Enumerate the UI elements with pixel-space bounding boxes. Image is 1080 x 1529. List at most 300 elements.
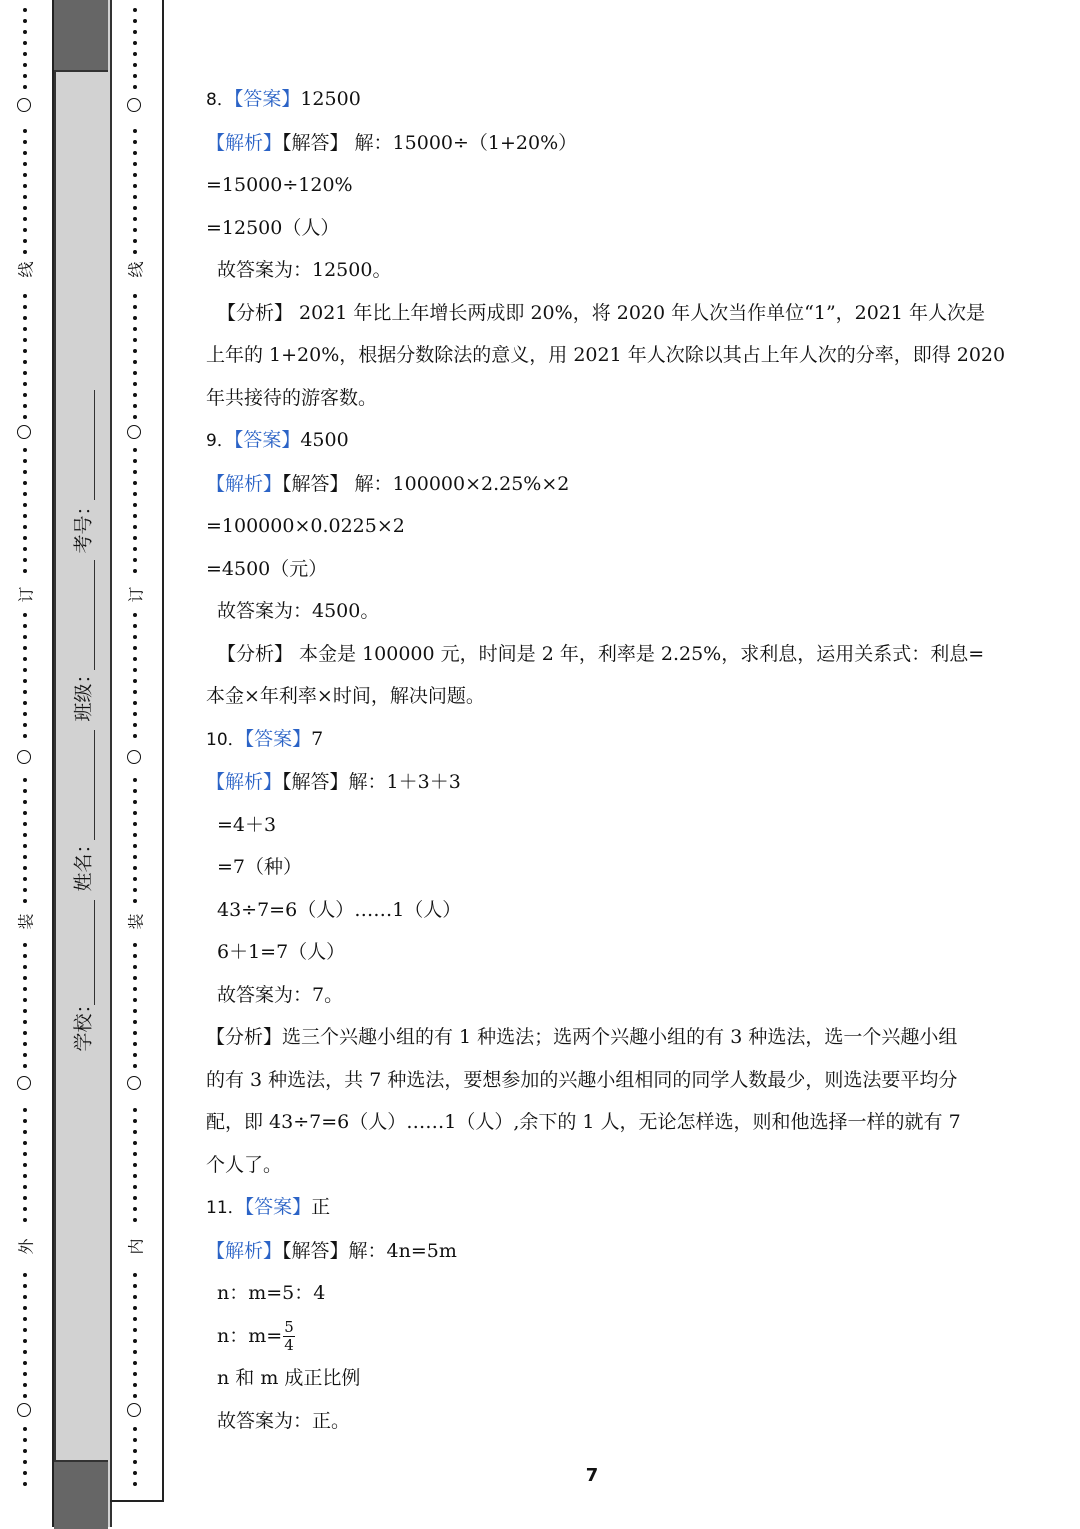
dot-separator [133, 1427, 137, 1431]
solution-line [206, 164, 986, 207]
solution-line [206, 889, 986, 932]
school-label: 学校： [72, 994, 95, 1052]
dot-separator [133, 1020, 137, 1024]
dot-separator [23, 217, 27, 221]
dot-separator [133, 877, 137, 881]
dot-separator [133, 140, 137, 144]
dot-separator [23, 1361, 27, 1365]
answer-line [206, 419, 986, 463]
question-block [206, 1186, 986, 1442]
dot-separator [23, 877, 27, 881]
dot-separator [23, 1108, 27, 1112]
dot-separator [133, 657, 137, 661]
dot-separator [133, 701, 137, 705]
dot-separator [133, 1196, 137, 1200]
inner-dotted-line [110, 0, 162, 1527]
dot-separator [133, 525, 137, 529]
dot-separator [133, 1460, 137, 1464]
dot-separator [133, 1339, 137, 1343]
dot-separator [133, 1185, 137, 1189]
line-text: 年共接待的游客数。 [206, 386, 378, 409]
dot-separator [133, 162, 137, 166]
inner-mark: 装 [126, 913, 146, 930]
outer-mark: 装 [16, 913, 36, 930]
answer-tag: 【答案】 [233, 88, 301, 110]
dot-separator [23, 943, 27, 947]
solution-line [206, 249, 986, 292]
dot-separator [133, 404, 137, 408]
dot-separator [23, 371, 27, 375]
dot-separator [23, 503, 27, 507]
binding-margin [0, 0, 166, 1527]
line-text: 【解答】解：4n=5m [282, 1239, 457, 1262]
dot-separator [133, 316, 137, 320]
dot-separator [23, 1339, 27, 1343]
dot-separator [133, 41, 137, 45]
dot-separator [23, 855, 27, 859]
solution-line [206, 761, 986, 804]
dot-separator [133, 1372, 137, 1376]
dot-separator [23, 668, 27, 672]
answer-line [206, 1186, 986, 1230]
dot-separator [133, 1361, 137, 1365]
dot-separator [133, 294, 137, 298]
solution-line [206, 1230, 986, 1273]
dot-separator [133, 855, 137, 859]
dot-separator [133, 1218, 137, 1222]
solution-line [206, 590, 986, 633]
dot-separator [23, 1185, 27, 1189]
dot-separator [133, 1306, 137, 1310]
dot-separator [133, 19, 137, 23]
dot-separator [23, 305, 27, 309]
dot-separator [133, 866, 137, 870]
solution-line [206, 377, 986, 420]
line-text: 【分析】选三个兴趣小组的有 1 种选法；选两个兴趣小组的有 3 种选法，选一个兴趣小组 [206, 1026, 958, 1048]
dot-separator [133, 646, 137, 650]
dot-separator [23, 129, 27, 133]
dot-separator [133, 63, 137, 67]
dot-separator [133, 1064, 137, 1068]
solution-line [206, 675, 986, 718]
binding-circle-icon [127, 98, 141, 112]
dot-separator [133, 8, 137, 12]
line-text: n：m=5：4 [217, 1282, 326, 1304]
dot-separator [23, 1163, 27, 1167]
dot-separator [23, 701, 27, 705]
dot-separator [23, 1273, 27, 1277]
dot-separator [133, 459, 137, 463]
dot-separator [133, 734, 137, 738]
solution-line [206, 1144, 986, 1187]
dot-separator [133, 547, 137, 551]
dot-separator [23, 151, 27, 155]
dot-separator [23, 228, 27, 232]
dot-separator [23, 1449, 27, 1453]
dot-separator [23, 1350, 27, 1354]
dot-separator [23, 1306, 27, 1310]
answer-value: 7 [311, 727, 324, 750]
dot-separator [133, 503, 137, 507]
dot-separator [23, 1427, 27, 1431]
dot-separator [133, 987, 137, 991]
dot-separator [23, 569, 27, 573]
dot-separator [23, 173, 27, 177]
dot-separator [133, 822, 137, 826]
dot-separator [23, 866, 27, 870]
page-number: 7 [585, 1465, 599, 1486]
answer-tag: 【答案】 [233, 429, 301, 451]
line-text: =7（种） [217, 856, 303, 878]
dot-separator [133, 481, 137, 485]
line-text: =15000÷120% [206, 174, 353, 196]
answer-value: 4500 [300, 429, 349, 451]
dot-separator [23, 1053, 27, 1057]
dot-separator [23, 30, 27, 34]
dot-separator [133, 1152, 137, 1156]
dot-separator [23, 1042, 27, 1046]
dot-separator [133, 800, 137, 804]
line-text: =12500（人） [206, 216, 340, 239]
dot-separator [23, 206, 27, 210]
dot-separator [23, 1141, 27, 1145]
line-text: 【解答】解：1＋3＋3 [282, 771, 461, 793]
dot-separator [23, 8, 27, 12]
dot-separator [133, 954, 137, 958]
dot-separator [23, 41, 27, 45]
dot-separator [23, 1064, 27, 1068]
dot-separator [133, 613, 137, 617]
dot-separator [23, 514, 27, 518]
question-number: 8． [206, 90, 234, 110]
dot-separator [23, 404, 27, 408]
question-number: 10． [206, 729, 245, 750]
dot-separator [23, 1460, 27, 1464]
dot-separator [23, 1196, 27, 1200]
dot-separator [133, 888, 137, 892]
inner-mark: 内 [126, 1238, 146, 1255]
dot-separator [23, 85, 27, 89]
answer-content [206, 78, 1006, 1442]
strip-bottom-block [54, 1460, 108, 1529]
answer-value: 正 [311, 1196, 331, 1218]
outer-binding-strip [0, 0, 54, 1527]
dot-separator [23, 1438, 27, 1442]
dot-separator [23, 635, 27, 639]
line-text: 故答案为：正。 [217, 1409, 351, 1432]
dot-separator [133, 1009, 137, 1013]
solution-line [206, 1101, 986, 1144]
dot-separator [23, 74, 27, 78]
dot-separator [133, 624, 137, 628]
student-info-fields [54, 380, 108, 1060]
dot-separator [133, 976, 137, 980]
binding-circle-icon [127, 1403, 141, 1417]
dot-separator [133, 74, 137, 78]
solution-line [206, 846, 986, 889]
dot-separator [133, 349, 137, 353]
fraction-numerator: 5 [284, 1318, 294, 1336]
dot-separator [133, 151, 137, 155]
dot-separator [133, 228, 137, 232]
line-text: 43÷7=6（人）……1（人） [217, 898, 462, 921]
answer-tag: 【答案】 [244, 1196, 312, 1218]
dot-separator [23, 239, 27, 243]
exam-number-label: 考号： [72, 496, 95, 554]
dot-separator [133, 1317, 137, 1321]
solution-line [206, 505, 986, 548]
dot-separator [23, 162, 27, 166]
dot-separator [23, 1152, 27, 1156]
solution-line [206, 633, 986, 676]
analysis-tag: 【解析】 [206, 472, 283, 495]
dot-separator [133, 30, 137, 34]
dot-separator [133, 668, 137, 672]
fill-in-underline [94, 900, 95, 1005]
dot-separator [133, 371, 137, 375]
dot-separator [133, 778, 137, 782]
line-text: 上年的 1+20%，根据分数除法的意义，用 2021 年人次除以其占上年人次的分率，即得 2020 [206, 344, 1006, 366]
dot-separator [133, 712, 137, 716]
solution-line [206, 122, 986, 165]
dot-separator [23, 624, 27, 628]
dot-separator [133, 360, 137, 364]
dot-separator [133, 85, 137, 89]
dot-separator [23, 965, 27, 969]
dot-separator [133, 1031, 137, 1035]
binding-circle-icon [127, 750, 141, 764]
dot-separator [23, 1295, 27, 1299]
dot-separator [133, 382, 137, 386]
dot-separator [23, 657, 27, 661]
question-number: 9． [206, 431, 234, 451]
dot-separator [133, 1284, 137, 1288]
dot-separator [23, 1471, 27, 1475]
solution-line [206, 548, 986, 591]
dot-separator [133, 393, 137, 397]
answer-value: 12500 [300, 88, 361, 110]
question-block [206, 718, 986, 1187]
dot-separator [23, 536, 27, 540]
answer-tag: 【答案】 [244, 727, 312, 750]
dot-separator [133, 943, 137, 947]
dot-separator [133, 470, 137, 474]
dot-separator [133, 239, 137, 243]
dot-separator [23, 1020, 27, 1024]
dot-separator [23, 382, 27, 386]
dot-separator [23, 987, 27, 991]
inner-mark: 线 [126, 261, 146, 278]
fill-in-underline [94, 390, 95, 500]
line-text: 配，即 43÷7=6（人）……1（人）,余下的 1 人，无论怎样选，则和他选择一样的就有 7 [206, 1111, 961, 1133]
dot-separator [23, 811, 27, 815]
name-label: 姓名： [72, 834, 95, 892]
dot-separator [23, 393, 27, 397]
class-label: 班级： [72, 664, 95, 722]
dot-separator [23, 723, 27, 727]
binding-circle-icon [127, 1076, 141, 1090]
solution-line [206, 931, 986, 974]
analysis-tag: 【解析】 [206, 1239, 283, 1262]
dot-separator [23, 1119, 27, 1123]
binding-circle-icon [17, 1076, 31, 1090]
ratio-prefix: n：m= [217, 1324, 283, 1347]
dot-separator [23, 789, 27, 793]
dot-separator [23, 1317, 27, 1321]
dot-separator [133, 1449, 137, 1453]
solution-line [206, 1400, 986, 1443]
dot-separator [23, 294, 27, 298]
dot-separator [133, 998, 137, 1002]
dot-separator [133, 1042, 137, 1046]
dot-separator [133, 965, 137, 969]
line-text: 故答案为：7。 [217, 983, 344, 1006]
solution-line [206, 1059, 986, 1102]
dot-separator [23, 1218, 27, 1222]
dot-separator [23, 140, 27, 144]
fill-in-underline [94, 730, 95, 840]
line-text: 6＋1=7（人） [217, 941, 346, 963]
dot-separator [23, 360, 27, 364]
dot-separator [23, 1284, 27, 1288]
dot-separator [23, 448, 27, 452]
dot-separator [23, 415, 27, 419]
dot-separator [23, 316, 27, 320]
line-text: 的有 3 种选法，共 7 种选法，要想参加的兴趣小组相同的同学人数最少，则选法要平均分 [206, 1068, 958, 1091]
binding-circle-icon [17, 750, 31, 764]
dot-separator [133, 558, 137, 562]
dot-separator [133, 536, 137, 540]
solution-line [206, 1357, 986, 1400]
binding-circle-icon [17, 98, 31, 112]
dot-separator [23, 833, 27, 837]
dot-separator [23, 63, 27, 67]
dot-separator [133, 1482, 137, 1486]
binding-circle-icon [17, 425, 31, 439]
dot-separator [133, 173, 137, 177]
outer-dotted-line [0, 0, 52, 1527]
dot-separator [133, 492, 137, 496]
dot-separator [23, 184, 27, 188]
binding-circle-icon [17, 1403, 31, 1417]
solution-line [206, 334, 1006, 377]
dot-separator [23, 844, 27, 848]
dot-separator [133, 1141, 137, 1145]
dot-separator [23, 470, 27, 474]
dot-separator [133, 844, 137, 848]
dot-separator [23, 899, 27, 903]
dot-separator [23, 547, 27, 551]
dot-separator [133, 679, 137, 683]
dot-separator [23, 1372, 27, 1376]
dot-separator [23, 52, 27, 56]
line-text: 故答案为：4500。 [217, 600, 380, 622]
dot-separator [23, 195, 27, 199]
dot-separator [133, 1174, 137, 1178]
dot-separator [23, 349, 27, 353]
question-block [206, 78, 1006, 419]
solution-line [206, 1272, 986, 1315]
dot-separator [23, 646, 27, 650]
dot-separator [23, 613, 27, 617]
dot-separator [133, 569, 137, 573]
dot-separator [133, 1130, 137, 1134]
dot-separator [133, 1383, 137, 1387]
dot-separator [133, 448, 137, 452]
dot-separator [23, 712, 27, 716]
outer-mark: 线 [16, 261, 36, 278]
line-text: 【解答】 解：15000÷（1+20%） [282, 131, 578, 154]
dot-separator [133, 1295, 137, 1299]
answer-line [206, 718, 986, 762]
outer-mark: 订 [16, 586, 36, 603]
dot-separator [133, 1438, 137, 1442]
question-number: 11． [206, 1198, 245, 1218]
dot-separator [133, 305, 137, 309]
dot-separator [133, 1119, 137, 1123]
dot-separator [23, 481, 27, 485]
dot-separator [23, 1394, 27, 1398]
line-text: 【分析】 本金是 100000 元，时间是 2 年，利率是 2.25%，求利息，运用关系式：利息= [217, 642, 985, 665]
dot-separator [133, 52, 137, 56]
inner-binding-strip [110, 0, 164, 1502]
dot-separator [23, 1207, 27, 1211]
strip-top-block [54, 0, 108, 72]
dot-separator [133, 217, 137, 221]
dot-separator [23, 1383, 27, 1387]
analysis-tag: 【解析】 [206, 771, 283, 793]
dot-separator [23, 525, 27, 529]
dot-separator [133, 415, 137, 419]
dot-separator [23, 1328, 27, 1332]
solution-line [206, 804, 986, 847]
line-text: 个人了。 [206, 1153, 283, 1176]
dot-separator [23, 778, 27, 782]
solution-line [206, 1315, 986, 1358]
solution-line [206, 207, 986, 250]
dot-separator [133, 195, 137, 199]
line-text: 【分析】 2021 年比上年增长两成即 20%，将 2020 年人次当作单位“1”，2021 年人次是 [217, 301, 986, 324]
dot-separator [23, 822, 27, 826]
dot-separator [133, 184, 137, 188]
dot-separator [23, 888, 27, 892]
fraction [283, 1319, 295, 1354]
dot-separator [133, 811, 137, 815]
line-text: =100000×0.0225×2 [206, 515, 405, 537]
dot-separator [23, 19, 27, 23]
dot-separator [23, 734, 27, 738]
dot-separator [133, 1207, 137, 1211]
analysis-tag: 【解析】 [206, 131, 283, 154]
dot-separator [23, 1031, 27, 1035]
solution-line [206, 1016, 986, 1059]
dot-separator [23, 1482, 27, 1486]
answer-line [206, 78, 986, 122]
dot-separator [133, 338, 137, 342]
dot-separator [23, 327, 27, 331]
binding-circle-icon [127, 425, 141, 439]
dot-separator [133, 250, 137, 254]
dot-separator [133, 206, 137, 210]
dot-separator [133, 1108, 137, 1112]
dot-separator [133, 635, 137, 639]
dot-separator [133, 1394, 137, 1398]
line-text: 故答案为：12500。 [217, 259, 392, 281]
dot-separator [133, 1328, 137, 1332]
line-text: 本金×年利率×时间，解决问题。 [206, 685, 485, 707]
line-text: 【解答】 解：100000×2.25%×2 [282, 472, 570, 495]
dot-separator [23, 1009, 27, 1013]
